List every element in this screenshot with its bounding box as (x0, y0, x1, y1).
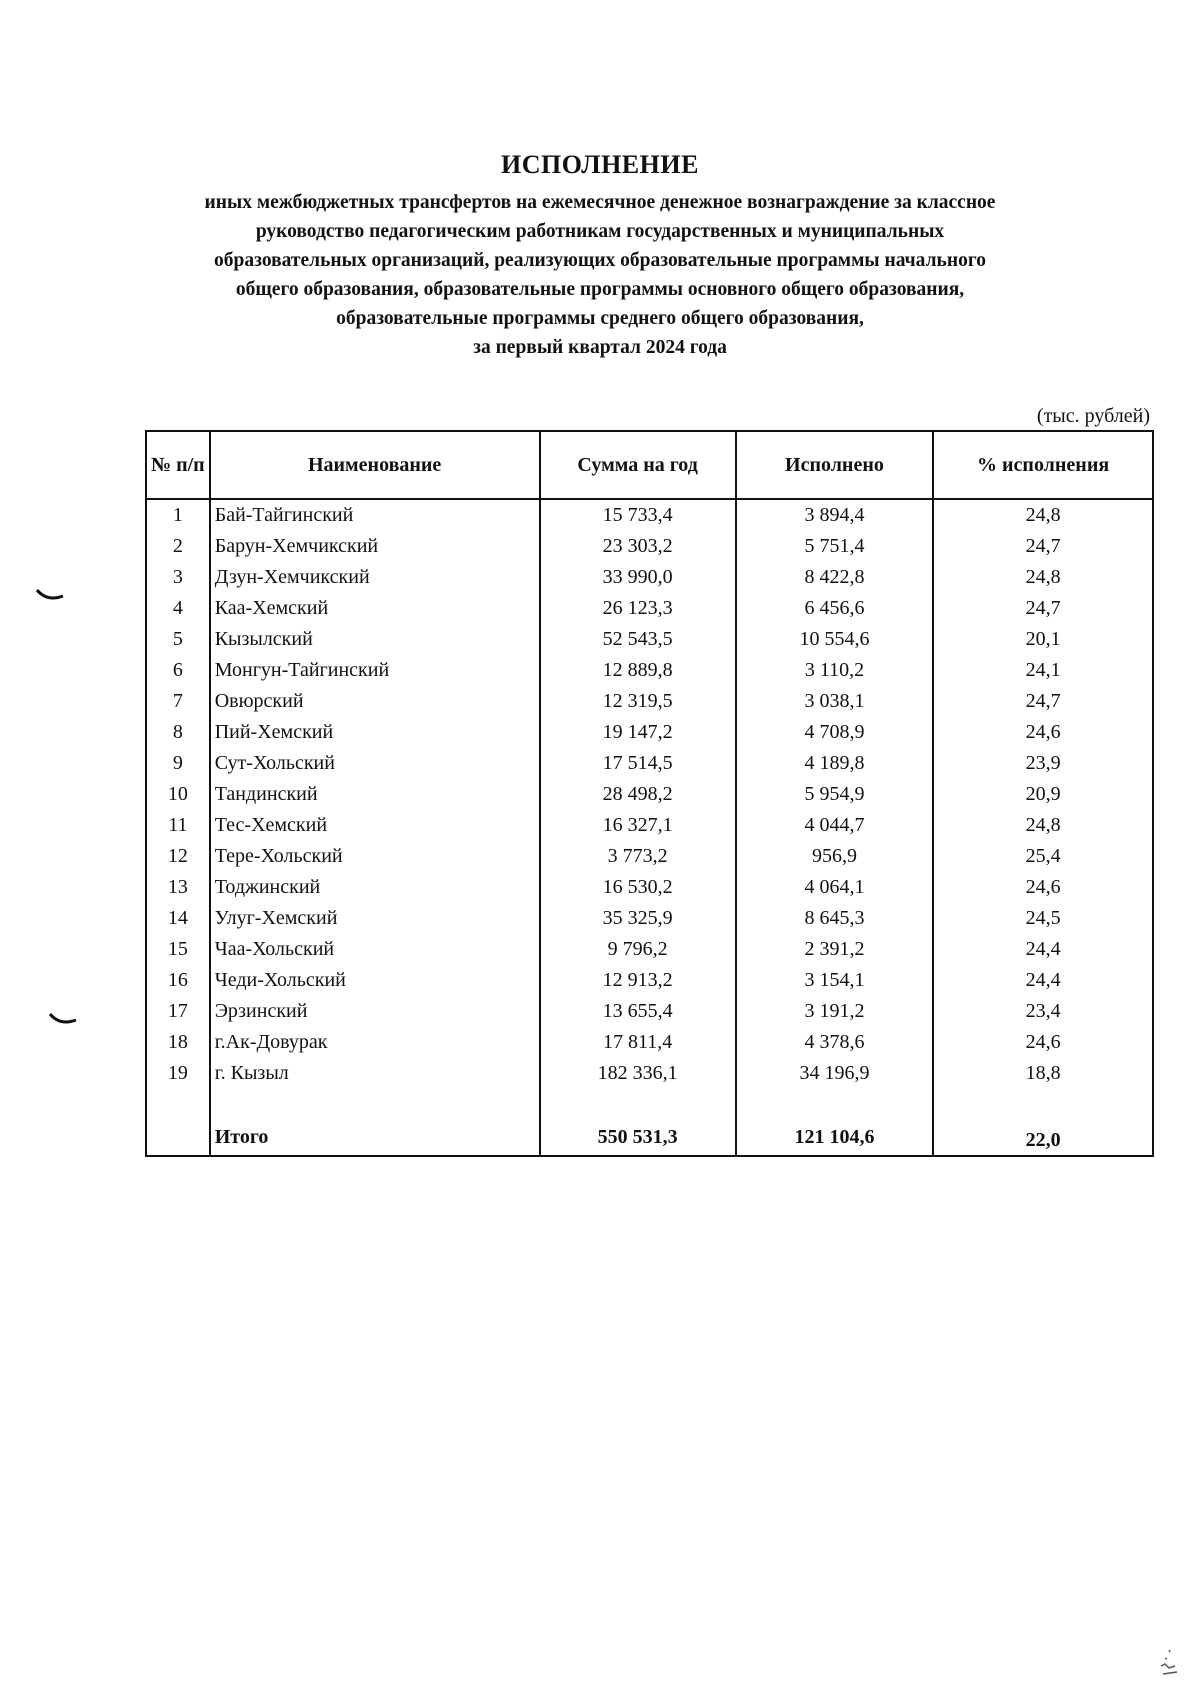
cell-pct: 20,1 (933, 624, 1153, 655)
table-row (146, 872, 1153, 903)
cell-pct: 24,7 (933, 593, 1153, 624)
cell-plan: 12 913,2 (540, 965, 736, 996)
cell-done: 4 189,8 (736, 748, 933, 779)
cell-num: 9 (146, 748, 210, 779)
header-done: Исполнено (736, 431, 933, 499)
cell-pct: 24,6 (933, 872, 1153, 903)
table-row (146, 934, 1153, 965)
cell-plan: 16 530,2 (540, 872, 736, 903)
cell-done: 3 038,1 (736, 686, 933, 717)
spacer-cell (146, 1089, 210, 1119)
table-row (146, 655, 1153, 686)
document-title: ИСПОЛНЕНИЕ (501, 150, 699, 179)
table-row (146, 810, 1153, 841)
cell-name: Чаа-Хольский (210, 934, 540, 965)
spacer-cell (210, 1089, 540, 1119)
cell-num: 1 (146, 499, 210, 531)
cell-pct: 24,5 (933, 903, 1153, 934)
cell-done: 2 391,2 (736, 934, 933, 965)
cell-num: 4 (146, 593, 210, 624)
cell-plan: 33 990,0 (540, 562, 736, 593)
table-row (146, 624, 1153, 655)
cell-plan: 28 498,2 (540, 779, 736, 810)
cell-num: 19 (146, 1058, 210, 1089)
cell-name: г.Ак-Довурак (210, 1027, 540, 1058)
cell-done: 4 708,9 (736, 717, 933, 748)
cell-num: 3 (146, 562, 210, 593)
cell-name: Тес-Хемский (210, 810, 540, 841)
subtitle-line: образовательные программы среднего общего образования, (336, 308, 864, 329)
cell-done: 3 154,1 (736, 965, 933, 996)
cell-plan: 26 123,3 (540, 593, 736, 624)
cell-done: 8 645,3 (736, 903, 933, 934)
cell-name: Барун-Хемчикский (210, 531, 540, 562)
document-subtitle (130, 188, 1070, 362)
cell-done: 5 954,9 (736, 779, 933, 810)
table-row (146, 841, 1153, 872)
cell-num: 10 (146, 779, 210, 810)
table-row (146, 531, 1153, 562)
cell-name: Овюрский (210, 686, 540, 717)
cell-plan: 52 543,5 (540, 624, 736, 655)
cell-pct: 20,9 (933, 779, 1153, 810)
cell-plan: 15 733,4 (540, 499, 736, 531)
subtitle-line: общего образования, образовательные программы основного общего образования, (235, 279, 965, 300)
cell-num: 2 (146, 531, 210, 562)
subtitle-line: иных межбюджетных трансфертов на ежемесячное денежное вознаграждение за классное (204, 192, 996, 213)
cell-num: 11 (146, 810, 210, 841)
cell-num: 7 (146, 686, 210, 717)
table-row (146, 779, 1153, 810)
cell-name: Сут-Хольский (210, 748, 540, 779)
cell-plan: 13 655,4 (540, 996, 736, 1027)
cell-name: Каа-Хемский (210, 593, 540, 624)
table-row (146, 996, 1153, 1027)
cell-done: 4 378,6 (736, 1027, 933, 1058)
table-body (146, 499, 1153, 1156)
subtitle-line: за первый квартал 2024 года (473, 337, 727, 358)
header-name: Наименование (210, 431, 540, 499)
total-label: Итого (210, 1119, 540, 1156)
cell-done: 4 044,7 (736, 810, 933, 841)
cell-name: Тандинский (210, 779, 540, 810)
total-done: 121 104,6 (736, 1119, 933, 1156)
cell-pct: 23,9 (933, 748, 1153, 779)
cell-num: 6 (146, 655, 210, 686)
cell-pct: 25,4 (933, 841, 1153, 872)
cell-num: 14 (146, 903, 210, 934)
table-row (146, 562, 1153, 593)
cell-name: г. Кызыл (210, 1058, 540, 1089)
cell-pct: 23,4 (933, 996, 1153, 1027)
cell-name: Тоджинский (210, 872, 540, 903)
cell-plan: 16 327,1 (540, 810, 736, 841)
cell-name: Чеди-Хольский (210, 965, 540, 996)
cell-plan: 3 773,2 (540, 841, 736, 872)
cell-plan: 23 303,2 (540, 531, 736, 562)
cell-done: 956,9 (736, 841, 933, 872)
table-row (146, 717, 1153, 748)
table-row (146, 593, 1153, 624)
execution-table (145, 430, 1154, 1157)
cell-done: 3 191,2 (736, 996, 933, 1027)
cell-done: 3 894,4 (736, 499, 933, 531)
units-note: (тыс. рублей) (1036, 405, 1150, 427)
cell-pct: 24,8 (933, 562, 1153, 593)
spacer-cell (736, 1089, 933, 1119)
cell-pct: 24,4 (933, 934, 1153, 965)
cell-num: 5 (146, 624, 210, 655)
cell-done: 8 422,8 (736, 562, 933, 593)
cell-name: Тере-Хольский (210, 841, 540, 872)
cell-pct: 24,4 (933, 965, 1153, 996)
total-num (146, 1119, 210, 1156)
cell-name: Бай-Тайгинский (210, 499, 540, 531)
spacer-row (146, 1089, 1153, 1119)
total-row (146, 1119, 1153, 1156)
cell-plan: 19 147,2 (540, 717, 736, 748)
spacer-cell (933, 1089, 1153, 1119)
cell-pct: 24,8 (933, 810, 1153, 841)
total-pct: 22,0 (933, 1119, 1153, 1156)
cell-num: 13 (146, 872, 210, 903)
cell-pct: 24,7 (933, 686, 1153, 717)
table-row (146, 499, 1153, 531)
punch-mark (48, 1012, 78, 1026)
cell-name: Эрзинский (210, 996, 540, 1027)
cell-plan: 12 889,8 (540, 655, 736, 686)
cell-name: Монгун-Тайгинский (210, 655, 540, 686)
cell-pct: 24,6 (933, 1027, 1153, 1058)
cell-done: 4 064,1 (736, 872, 933, 903)
cell-plan: 17 811,4 (540, 1027, 736, 1058)
cell-plan: 17 514,5 (540, 748, 736, 779)
cell-done: 6 456,6 (736, 593, 933, 624)
table-row (146, 748, 1153, 779)
cell-plan: 12 319,5 (540, 686, 736, 717)
cell-num: 17 (146, 996, 210, 1027)
spacer-cell (540, 1089, 736, 1119)
corner-scribble (1155, 1648, 1183, 1682)
punch-mark (35, 588, 65, 602)
table-row (146, 1027, 1153, 1058)
cell-name: Улуг-Хемский (210, 903, 540, 934)
cell-num: 16 (146, 965, 210, 996)
cell-done: 34 196,9 (736, 1058, 933, 1089)
cell-num: 8 (146, 717, 210, 748)
cell-done: 5 751,4 (736, 531, 933, 562)
cell-name: Дзун-Хемчикский (210, 562, 540, 593)
cell-name: Кызылский (210, 624, 540, 655)
table-header (146, 431, 1153, 499)
cell-name: Пий-Хемский (210, 717, 540, 748)
table-row (146, 1058, 1153, 1089)
total-plan: 550 531,3 (540, 1119, 736, 1156)
cell-done: 10 554,6 (736, 624, 933, 655)
table-row (146, 686, 1153, 717)
header-pct: % исполнения (933, 431, 1153, 499)
header-row (146, 431, 1153, 499)
cell-pct: 24,8 (933, 499, 1153, 531)
cell-plan: 9 796,2 (540, 934, 736, 965)
cell-pct: 24,6 (933, 717, 1153, 748)
cell-pct: 18,8 (933, 1058, 1153, 1089)
subtitle-line: образовательных организаций, реализующих образовательные программы начального (214, 250, 986, 271)
table-row (146, 965, 1153, 996)
cell-num: 12 (146, 841, 210, 872)
table-row (146, 903, 1153, 934)
cell-plan: 182 336,1 (540, 1058, 736, 1089)
header-plan: Сумма на год (540, 431, 736, 499)
cell-num: 15 (146, 934, 210, 965)
subtitle-line: руководство педагогическим работникам государственных и муниципальных (255, 221, 945, 242)
cell-done: 3 110,2 (736, 655, 933, 686)
header-num: № п/п (146, 431, 210, 499)
cell-plan: 35 325,9 (540, 903, 736, 934)
cell-pct: 24,7 (933, 531, 1153, 562)
cell-num: 18 (146, 1027, 210, 1058)
cell-pct: 24,1 (933, 655, 1153, 686)
